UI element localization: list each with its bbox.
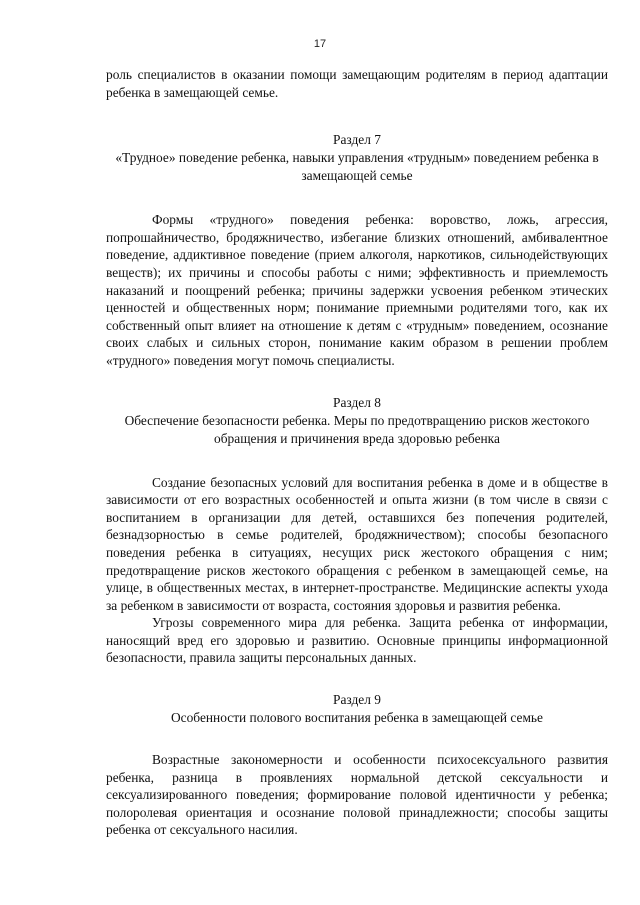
section-7-paragraph: Формы «трудного» поведения ребенка: воровство, ложь, агрессия, попрошайничество, бродяжничество, избегание близких отношений, амбивалентное поведение, аддиктивное поведение (прием алкоголя, наркотиков, сильнодействующих веществ); их причины и способы работы с ними; эффективность и приемлемость наказаний и поощрений ребенка; причины задержки усвоения ребенком этических ценностей и общественных норм; понимание приемными родителями того, как их собственный опыт влияет на отношение к детям с «трудным» поведением, осознание своих слабых и сильных сторон, понимание каким образом в решении проблем «трудного» поведения могут помочь специалисты. — [106, 212, 608, 368]
section-9-paragraph: Возрастные закономерности и особенности психосексуального развития ребенка, разница в проявлениях нормальной детской сексуальности и сексуализированного поведения; формирование половой идентичности у ребенка; полоролевая ориентация и осознание половой принадлежности; способы защиты ребенка от сексуального насилия. — [106, 752, 608, 838]
intro-paragraph: роль специалистов в оказании помощи замещающим родителям в период адаптации ребенка в замещающей семье. — [106, 67, 608, 100]
section-7 — [106, 131, 608, 369]
section-8-number: Раздел 8 — [333, 394, 381, 410]
section-9 — [106, 691, 608, 839]
section-8-title: Обеспечение безопасности ребенка. Меры по предотвращению рисков жестокого обращения и причинения вреда здоровью ребенка — [124, 412, 590, 446]
section-7-title: «Трудное» поведение ребенка, навыки управления «трудным» поведением ребенка в замещающей семье — [115, 150, 599, 184]
section-7-number: Раздел 7 — [333, 132, 381, 148]
section-8-paragraph-1: Создание безопасных условий для воспитания ребенка в доме и в обществе в зависимости от его возрастных особенностей и опыта жизни (в том числе в связи с воспитанием в организации для детей, оставшихся без попечения родителей, безнадзорностью в семье родителей, бродяжничеством); способы безопасного поведения ребенка в ситуациях, несущих риск жестокого обращения с ним; предотвращение рисков жестокого обращения с ребенком в замещающей семье, на улице, в общественных местах, в интернет-пространстве. Медицинские аспекты ухода за ребенком в зависимости от возраста, состояния здоровья и развития ребенка. — [106, 474, 608, 613]
section-9-title: Особенности полового воспитания ребенка в замещающей семье — [171, 710, 543, 726]
page-number: 17 — [313, 38, 327, 50]
section-8-paragraph-2: Угрозы современного мира для ребенка. Защита ребенка от информации, наносящий вред его здоровью и развитию. Основные принципы информационной безопасности, правила защиты персональных данных. — [106, 615, 608, 666]
page-content — [106, 66, 608, 839]
section-9-number: Раздел 9 — [333, 692, 381, 708]
section-8 — [106, 394, 608, 668]
